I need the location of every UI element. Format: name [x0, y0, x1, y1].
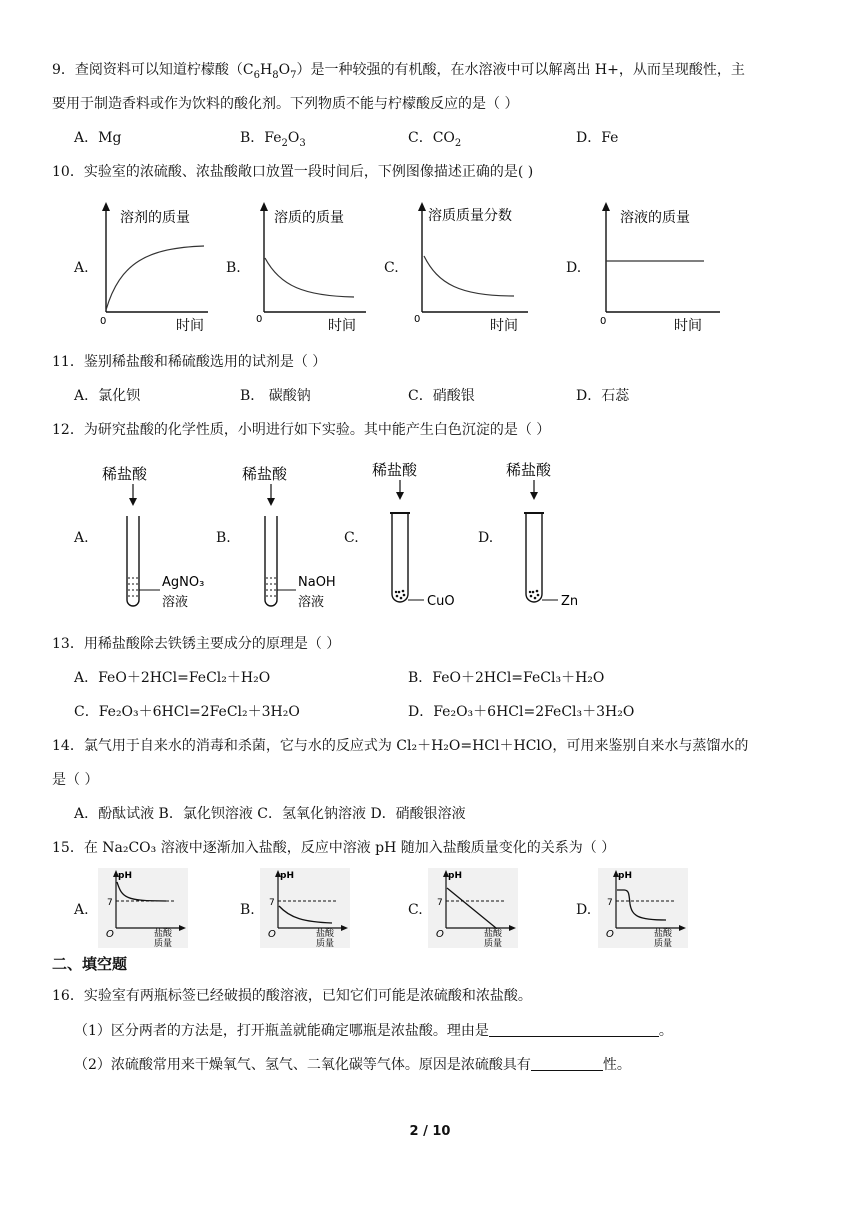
q12-d-acid-label: 稀盐酸: [506, 461, 552, 479]
q12-b-reagent: NaOH: [298, 575, 336, 590]
q10-graph-b: [254, 200, 374, 344]
q15-label-a: A.: [74, 902, 89, 918]
q16-part2: （2）浓硫酸常用来干燥氧气、氢气、二氧化碳等气体。原因是浓硫酸具有 性。: [74, 1054, 631, 1075]
q15-a-x1: 盐酸: [154, 929, 173, 939]
section-heading-fill-in: 二、填空题: [52, 955, 128, 973]
q15-label-c: C.: [408, 902, 423, 918]
q10-b-origin: 0: [256, 314, 263, 325]
q13-option-d: D．Fe₂O₃＋6HCl=2FeCl₃＋3H₂O: [408, 704, 635, 720]
q10-a-ylabel: 溶剂的质量: [120, 210, 190, 226]
q10-d-ylabel: 溶液的质量: [620, 210, 690, 226]
q15-graph-b: [260, 868, 350, 952]
q10-label-d: D.: [566, 260, 582, 276]
q10-c-origin: 0: [414, 314, 421, 325]
q12-testtube-b: [236, 460, 356, 622]
q9-option-b: B．$Fe_2O_3$: [240, 130, 306, 149]
q12-b-reagent-sub: 溶液: [298, 595, 325, 610]
q10-graph-d: [596, 200, 726, 344]
q12-label-c: C.: [344, 530, 359, 546]
q15-stem: 15．在 Na₂CO₃ 溶液中逐渐加入盐酸，反应中溶液 pH 随加入盐酸质量变化的关系为（ ）: [52, 840, 616, 856]
q15-d-x1: 盐酸: [654, 929, 673, 939]
q12-testtube-d: [500, 456, 610, 620]
q11-option-a: A．氯化钡: [74, 388, 141, 404]
q10-c-ylabel: 溶质质量分数: [428, 208, 512, 224]
q15-c-x2: 质量: [484, 939, 503, 948]
q14-options: A．酚酞试液 B．氯化钡溶液 C．氢氧化钠溶液 D．硝酸银溶液: [74, 806, 466, 822]
q11-option-c: C．硝酸银: [408, 388, 475, 404]
q15-d-ylabel: pH: [618, 871, 632, 881]
q13-option-b: B．FeO＋2HCl=FeCl₃＋H₂O: [408, 670, 605, 686]
q15-c-ylabel: pH: [448, 871, 462, 881]
q12-label-d: D.: [478, 530, 494, 546]
q15-d-ref: 7: [607, 898, 613, 908]
q9-option-a: A．Mg: [74, 130, 122, 146]
q12-stem: 12．为研究盐酸的化学性质，小明进行如下实验。其中能产生白色沉淀的是（ ）: [52, 422, 551, 438]
q15-c-x1: 盐酸: [484, 929, 503, 939]
q15-b-ylabel: pH: [280, 871, 294, 881]
q13-option-a: A．FeO＋2HCl=FeCl₂＋H₂O: [74, 670, 271, 686]
q15-b-origin: O: [268, 929, 276, 940]
q9-stem-line1: 9．查阅资料可以知道柠檬酸$(C_6H_8O_7)$是一种较强的有机酸，在水溶液中可以解离出 H+，从而呈现酸性，主: [52, 62, 745, 81]
q15-a-origin: O: [106, 929, 114, 940]
q14-stem-line2: 是（ ）: [52, 772, 99, 788]
q15-d-origin: O: [606, 929, 614, 940]
q16-answer-blank-2[interactable]: [531, 1054, 603, 1071]
q15-d-x2: 质量: [654, 939, 673, 948]
q15-c-origin: O: [436, 929, 444, 940]
q10-a-origin: 0: [100, 316, 107, 327]
q16-stem: 16．实验室有两瓶标签已经破损的酸溶液，已知它们可能是浓硫酸和浓盐酸。: [52, 988, 532, 1004]
q9-stem-line2: 要用于制造香料或作为饮料的酸化剂。下列物质不能与柠檬酸反应的是（ ）: [52, 96, 519, 112]
q10-graph-c: [412, 200, 532, 344]
q9-option-c: C．$CO_2$: [408, 130, 462, 149]
q13-option-c: C．Fe₂O₃＋6HCl=2FeCl₂＋3H₂O: [74, 704, 300, 720]
q10-d-xlabel: 时间: [674, 318, 702, 334]
q10-graph-a: [96, 200, 216, 344]
q15-b-ref: 7: [269, 898, 275, 908]
q10-label-b: B.: [226, 260, 241, 276]
q15-graph-c: [428, 868, 518, 952]
q10-label-a: A.: [74, 260, 89, 276]
q15-a-x2: 质量: [154, 939, 173, 948]
q12-label-a: A.: [74, 530, 89, 546]
q15-graph-a: [98, 868, 188, 952]
q15-label-d: D.: [576, 902, 592, 918]
q12-c-acid-label: 稀盐酸: [372, 461, 418, 479]
q12-testtube-c: [366, 456, 476, 620]
q15-b-x2: 质量: [316, 939, 335, 948]
q12-label-b: B.: [216, 530, 231, 546]
q10-b-ylabel: 溶质的质量: [274, 210, 344, 226]
q15-a-ref: 7: [107, 898, 113, 908]
q11-stem: 11．鉴别稀盐酸和稀硫酸选用的试剂是（ ）: [52, 354, 327, 370]
q12-d-reagent: Zn: [561, 594, 579, 609]
q10-a-xlabel: 时间: [176, 318, 204, 334]
q15-a-ylabel: pH: [118, 871, 132, 881]
q11-option-d: D．石蕊: [576, 388, 630, 404]
q12-b-acid-label: 稀盐酸: [242, 465, 288, 483]
q12-a-reagent-sub: 溶液: [162, 595, 189, 610]
q12-testtube-a: [100, 460, 220, 622]
q10-label-c: C.: [384, 260, 399, 276]
q15-graph-d: [598, 868, 688, 952]
q15-b-x1: 盐酸: [316, 929, 335, 939]
q16-answer-blank-1[interactable]: [489, 1020, 659, 1037]
page-number: 2 / 10: [409, 1124, 451, 1139]
q15-label-b: B.: [240, 902, 255, 918]
q13-stem: 13．用稀盐酸除去铁锈主要成分的原理是（ ）: [52, 636, 341, 652]
q12-c-reagent: CuO: [427, 594, 455, 609]
q9-option-d: D．Fe: [576, 130, 619, 146]
q12-a-acid-label: 稀盐酸: [102, 465, 148, 483]
q10-c-xlabel: 时间: [490, 318, 518, 334]
q11-option-b: B． 碳酸钠: [240, 388, 311, 404]
q10-d-origin: 0: [600, 316, 607, 327]
q12-a-reagent: AgNO₃: [162, 575, 205, 590]
q10-stem: 10．实验室的浓硫酸、浓盐酸敞口放置一段时间后，下例图像描述正确的是( ): [52, 164, 534, 180]
q16-part1: （1）区分两者的方法是，打开瓶盖就能确定哪瓶是浓盐酸。理由是 。: [74, 1020, 673, 1041]
q14-stem-line1: 14．氯气用于自来水的消毒和杀菌，它与水的反应式为 Cl₂＋H₂O=HCl＋HClO，可用来鉴别自来水与蒸馏水的: [52, 738, 749, 754]
q10-b-xlabel: 时间: [328, 318, 356, 334]
q15-c-ref: 7: [437, 898, 443, 908]
